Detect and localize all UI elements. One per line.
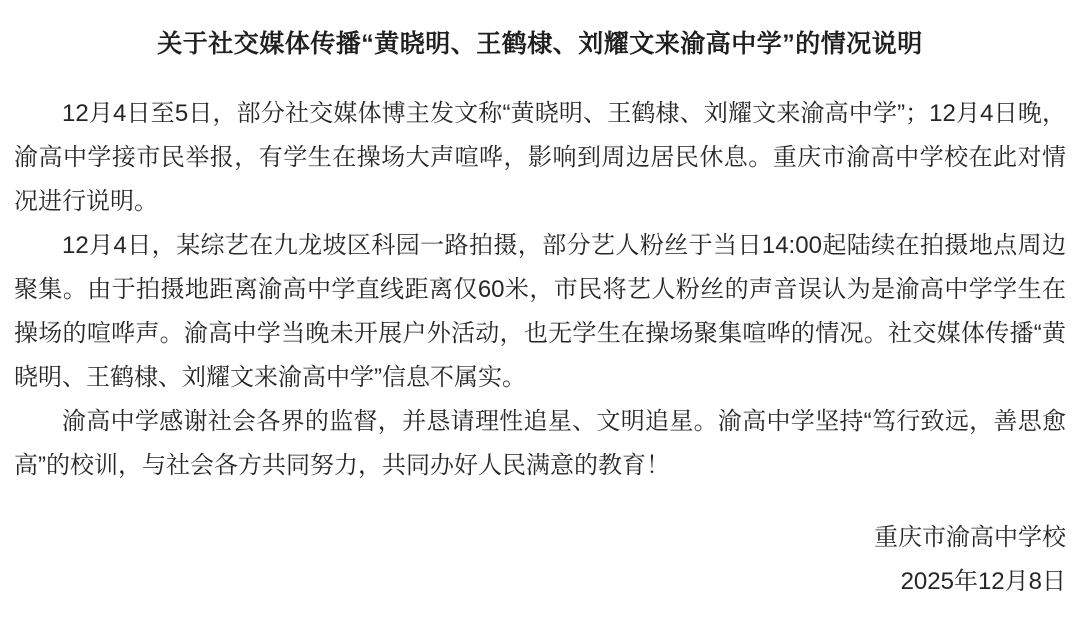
document-title: 关于社交媒体传播“黄晓明、王鹤棣、刘耀文来渝高中学”的情况说明 [157,30,923,58]
signature-school-name: 重庆市渝高中学校 [874,524,1066,551]
signature-block [14,516,1066,604]
paragraph-closing: 渝高中学感谢社会各界的监督，并恳请理性追星、文明追星。渝高中学坚持“笃行致远，善思愈高”的校训，与社会各方共同努力，共同办好人民满意的教育！ [14,408,1066,479]
paragraph-intro: 12月4日至5日，部分社交媒体博主发文称“黄晓明、王鹤棣、刘耀文来渝高中学”；12月4日晚，渝高中学接市民举报，有学生在操场大声喧哗，影响到周边居民休息。重庆市渝高中学校在此对情况进行说明。 [14,100,1066,215]
signature-date: 2025年12月8日 [900,568,1066,595]
paragraph-explanation: 12月4日，某综艺在九龙坡区科园一路拍摄，部分艺人粉丝于当日14:00起陆续在拍摄地点周边聚集。由于拍摄地距离渝高中学直线距离仅60米，市民将艺人粉丝的声音误认为是渝高中学学生在操场的喧哗声。渝高中学当晚未开展户外活动，也无学生在操场聚集喧哗的情况。社交媒体传播“黄晓明、王鹤棣、刘耀文来渝高中学”信息不属实。 [14,232,1066,391]
